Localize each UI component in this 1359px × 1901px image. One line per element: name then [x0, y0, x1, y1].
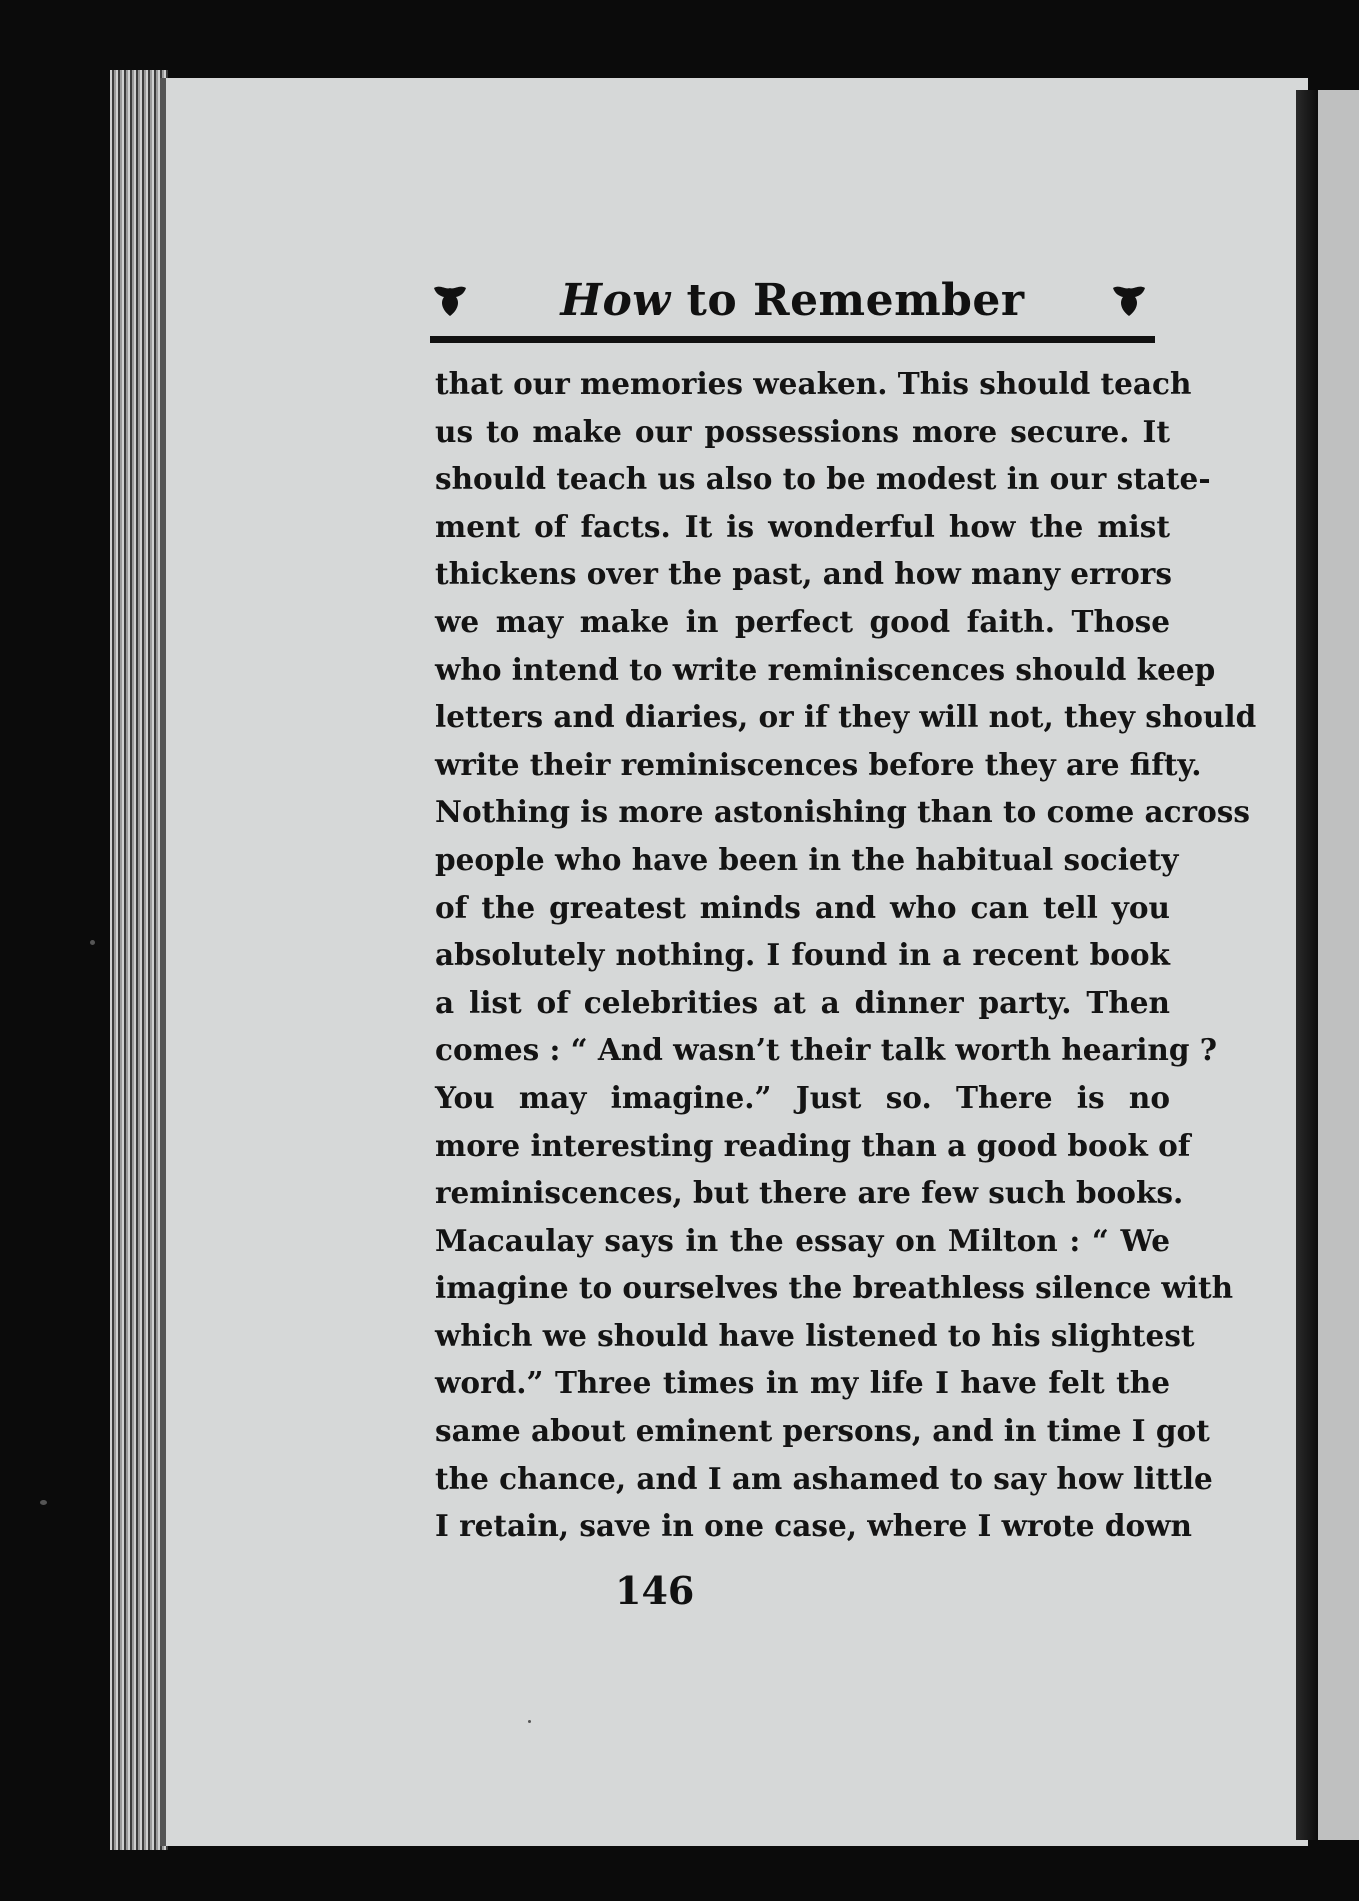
text-line: that our memories weaken. This should teach [435, 366, 1192, 401]
running-head [430, 270, 1155, 330]
text-line: should teach us also to be modest in our state- [435, 461, 1211, 497]
text-line: absolutely nothing. I found in a recent book [435, 937, 1170, 973]
text-line: we may make in perfect good faith. Those [435, 603, 1170, 639]
page-number: 146 [615, 1568, 695, 1613]
running-head-title-italic: How [560, 274, 671, 326]
text-line: Nothing is more astonishing than to come across [435, 794, 1250, 830]
text-line: a list of celebrities at a dinner party. Then [435, 984, 1170, 1020]
text-line: thickens over the past, and how many errors [435, 556, 1172, 592]
text-line: I retain, save in one case, where I wrote down [435, 1508, 1192, 1544]
text-line: Macaulay says in the essay on Milton : “ We [435, 1222, 1170, 1258]
fleuron-icon [430, 280, 476, 320]
header-rule [430, 336, 1155, 343]
text-line: ment of facts. It is wonderful how the mist [435, 508, 1170, 544]
fleuron-icon [1109, 280, 1155, 320]
running-head-title-rest: to Remember [670, 274, 1025, 326]
scan-speck [90, 940, 95, 945]
text-line: word.” Three times in my life I have felt the [435, 1365, 1170, 1401]
text-line: who intend to write reminiscences should keep [435, 651, 1216, 687]
scan-speck [528, 1720, 531, 1723]
text-line: the chance, and I am ashamed to say how little [435, 1460, 1213, 1496]
facing-page-edge [1318, 90, 1359, 1840]
text-line: of the greatest minds and who can tell you [435, 889, 1170, 925]
text-line: people who have been in the habitual society [435, 841, 1179, 877]
running-head-title [560, 275, 1024, 326]
text-line: which we should have listened to his slightest [435, 1317, 1195, 1353]
text-line: more interesting reading than a good book of [435, 1127, 1191, 1163]
scan-speck [40, 1500, 47, 1505]
text-line: us to make our possessions more secure. It [435, 413, 1170, 449]
text-line: write their reminiscences before they are fifty. [435, 746, 1202, 782]
text-line: same about eminent persons, and in time I got [435, 1413, 1210, 1449]
text-line: letters and diaries, or if they will not, they should [435, 699, 1257, 735]
text-line: imagine to ourselves the breathless silence with [435, 1270, 1234, 1306]
text-line: comes : “ And wasn’t their talk worth hearing ? [435, 1032, 1218, 1068]
book-gutter [1296, 90, 1318, 1840]
text-line: reminiscences, but there are few such books. [435, 1175, 1184, 1211]
text-line: You may imagine.” Just so. There is no [435, 1079, 1170, 1115]
body-text [435, 360, 1257, 1550]
